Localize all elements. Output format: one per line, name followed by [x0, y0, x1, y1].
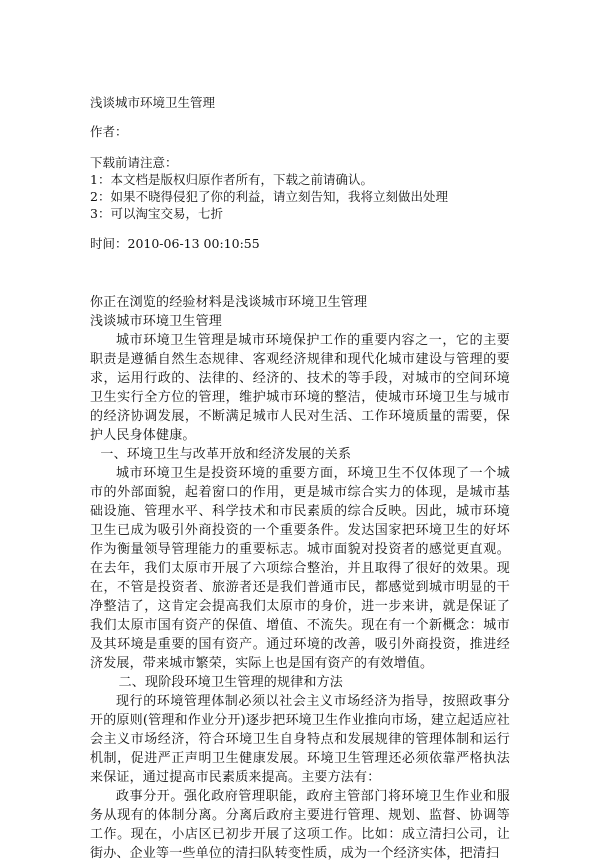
paragraph-1: 城市环境卫生管理是城市环境保护工作的重要内容之一，它的主要职责是遵循自然生态规律、客观经济规律和现代化城市建设与管理的要求，运用行政的、法律的、经济的、技术的等手段，对城市的空间环境卫生实行全方位的管理，维护城市环境的整洁，使城市环境卫生与城市的经济协调发展，不断满足城市人民对生活、工作环境质量的需要，保护人民身体健康。	[90, 333, 510, 443]
timestamp: 时间：2010-06-13 00:10:55	[90, 236, 260, 251]
paragraph-2: 城市环境卫生是投资环境的重要方面，环境卫生不仅体现了一个城市的外部面貌，起着窗口的作用，更是城市综合实力的体现，是城市基础设施、管理水平、科学技术和市民素质的综合反映。因此，城市环境卫生已成为吸引外商投资的一个重要条件。发达国家把环境卫生的好坏作为衡量领导管理能力的重要标志。城市面貌对投资者的感觉更直观。在去年，我们太原市开展了六项综合整治，并且取得了很好的效果。现在，不管是投资者、旅游者还是我们普通市民，都感觉到城市明显的干净整洁了，这肯定会提高我们太原市的身价，进一步来讲，就是保证了我们太原市国有资产的保值、增值、不流失。现在有一个新概念：城市及其环境是重要的国有资产。通过环境的改善，吸引外商投资，推进经济发展，带来城市繁荣，实际上也是国有资产的有效增值。	[90, 466, 510, 671]
notice-title: 下载前请注意：	[90, 155, 178, 170]
author-label: 作者：	[90, 124, 128, 139]
paragraph-3: 现行的环境管理体制必须以社会主义市场经济为指导，按照政事分开的原则(管理和作业分开)逐步把环境卫生作业推向市场，建立起适应社会主义市场经济，符合环境卫生自身特点和发展规律的管理体制和运行机制，促进严正声明卫生健康发展。环境卫生管理还必须依靠严格执法来保证，通过提高市民素质来提高。主要方法有：	[90, 694, 510, 785]
paragraph-4: 政事分开。强化政府管理职能，政府主管部门将环境卫生作业和服务从现有的体制分离。分离后政府主要进行管理、规划、监督、协调等工作。现在，小店区已初步开展了这项工作。比如：成立清扫公司，让街办、企业等一些单位的清扫队转变性质，成为一个经济实体，把清扫	[90, 789, 510, 861]
article-body	[90, 293, 510, 863]
section-heading-1: 一、环境卫生与改革开放和经济发展的关系	[100, 447, 352, 462]
browsing-line: 你正在浏览的经验材料是浅谈城市环境卫生管理	[90, 295, 368, 310]
article-title: 浅谈城市环境卫生管理	[90, 314, 223, 329]
notice-item-1: 1：本文档是版权归原作者所有，下载之前请确认。	[90, 172, 373, 187]
doc-title: 浅谈城市环境卫生管理	[90, 95, 216, 110]
section-heading-2: 二、现阶段环境卫生管理的规律和方法	[118, 675, 343, 690]
notice-item-3: 3：可以淘宝交易，七折	[90, 206, 223, 221]
notice-item-2: 2：如果不晓得侵犯了你的利益，请立刻告知，我将立刻做出处理	[90, 189, 448, 204]
